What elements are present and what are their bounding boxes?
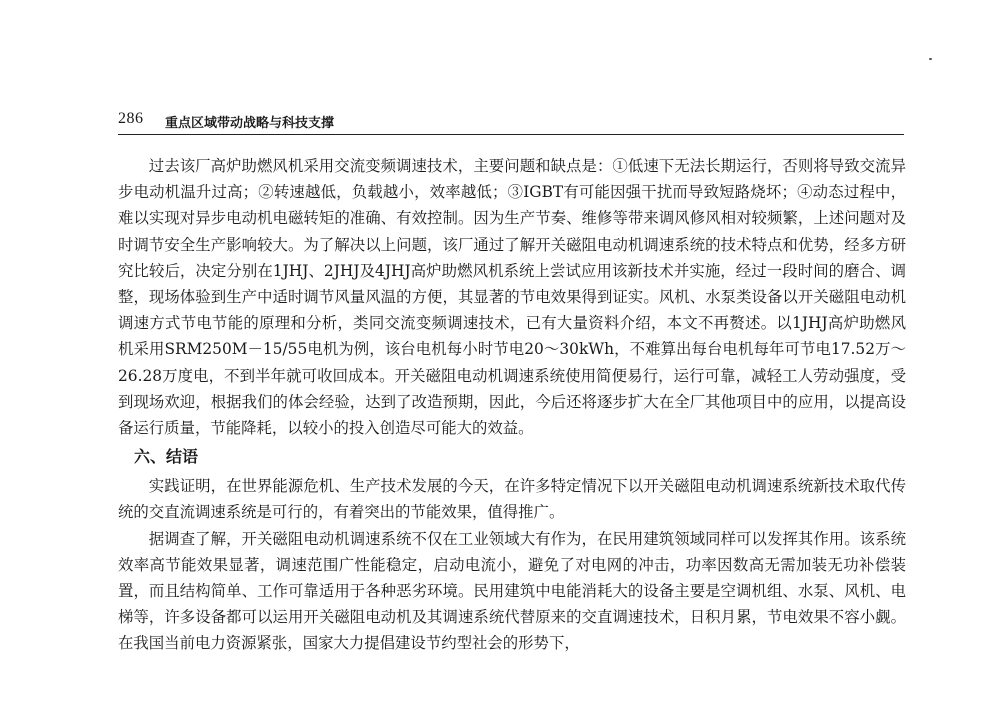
page-number: 286 (118, 110, 144, 127)
section-heading: 六、结语 (134, 447, 199, 467)
running-title: 重点区域带动战略与科技支撑 (165, 116, 335, 131)
body-paragraph: 据调查了解，开关磁阻电动机调速系统不仅在工业领域大有作为，在民用建筑领域同样可以发挥其作用。该系统效率高节能效果显著，调速范围广性能稳定，启动电流小，避免了对电网的冲击，功率因数高无需加装无功补偿装置，而且结构简单、工作可靠适用于各种恶劣环境。民用建筑中电能消耗大的设备主要是空调机组、水泵、风机、电梯等，许多设备都可以运用开关磁阻电动机及其调速系统代替原来的交直调速技术，日积月累，节电效果不容小觑。在我国当前电力资源紧张，国家大力提倡建设节约型社会的形势下， (118, 529, 906, 653)
page-header (118, 108, 904, 136)
header-rule (118, 134, 904, 135)
body-paragraph: 过去该厂高炉助燃风机采用交流变频调速技术，主要问题和缺点是：①低速下无法长期运行，否则将导致交流异步电动机温升过高；②转速越低，负载越小，效率越低；③IGBT有可能因强干扰而导致短路烧坏；④动态过程中，难以实现对异步电动机电磁转矩的准确、有效控制。因为生产节奏、维修等带来调风修风相对较频繁，上述问题对及时调节安全生产影响较大。为了解决以上问题，该厂通过了解开关磁阻电动机调速系统的技术特点和优势，经多方研究比较后，决定分别在1JHJ、2JHJ及4JHJ高炉助燃风机系统上尝试应用该新技术并实施，经过一段时间的磨合、调整，现场体验到生产中适时调节风量风温的方便，其显著的节电效果得到证实。风机、水泵类设备以开关磁阻电动机调速方式节电节能的原理和分析，类同交流变频调速技术，已有大量资料介绍，本文不再赘述。以1JHJ高炉助燃风机采用SRM250M－15/55电机为例，该台电机每小时节电20～30kWh，不难算出每台电机每年可节电17.52万～26.28万度电，不到半年就可收回成本。开关磁阻电动机调速系统使用简便易行，运行可靠，减轻工人劳动强度，受到现场欢迎，根据我们的体会经验，达到了改造预期，因此，今后还将逐步扩大在全厂其他项目中的应用，以提高设备运行质量，节能降耗，以较小的投入创造尽可能大的效益。 (118, 157, 906, 438)
body-paragraph: 实践证明，在世界能源危机、生产技术发展的今天，在许多特定情况下以开关磁阻电动机调速系统新技术取代传统的交直流调速系统是可行的，有着突出的节能效果，值得推广。 (118, 477, 906, 522)
page-body (118, 153, 906, 657)
scan-speck (929, 58, 932, 60)
